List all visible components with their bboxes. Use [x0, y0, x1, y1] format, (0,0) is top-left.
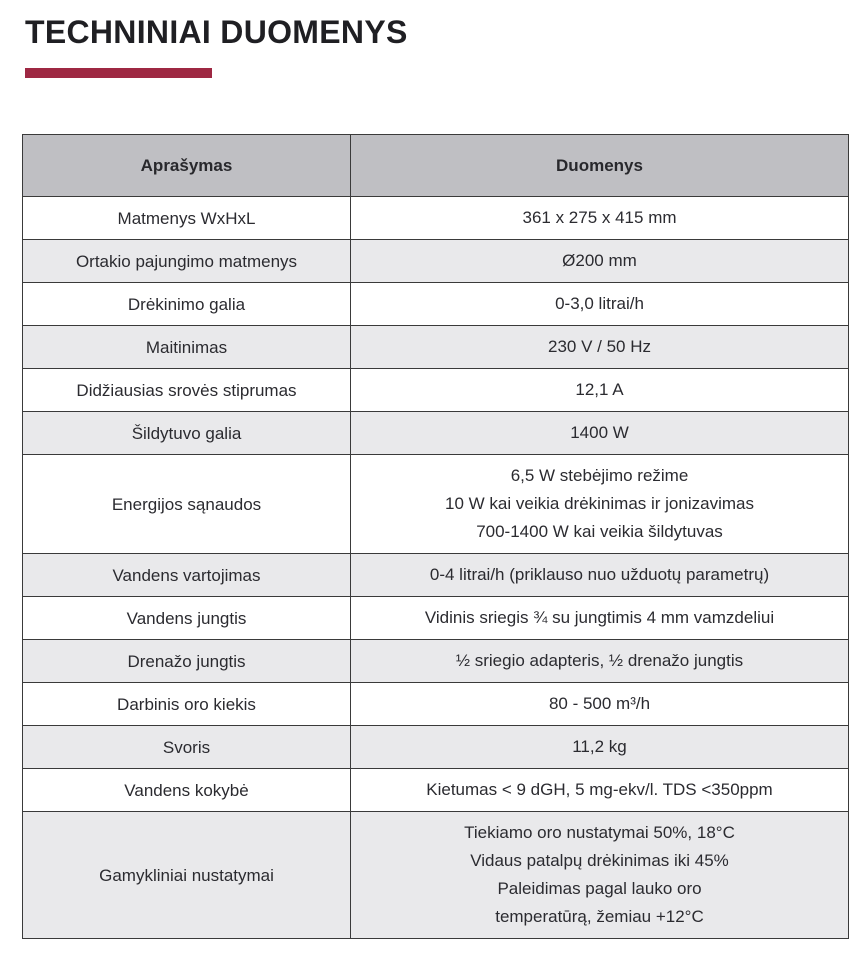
table-row	[23, 769, 849, 812]
spec-value-line: 1400 W	[570, 423, 629, 442]
table-row	[23, 640, 849, 683]
spec-value-line: 12,1 A	[575, 380, 624, 399]
spec-value-line: 10 W kai veikia drėkinimas ir jonizavimas	[445, 494, 754, 513]
spec-value-line: 6,5 W stebėjimo režime	[510, 466, 689, 485]
table-row	[23, 283, 849, 326]
spec-label-cell: Svoris	[23, 726, 351, 769]
table-row	[23, 455, 849, 554]
spec-value-cell	[351, 683, 849, 726]
spec-label-cell: Darbinis oro kiekis	[23, 683, 351, 726]
spec-value-line: 0-4 litrai/h (priklauso nuo užduotų parametrų)	[429, 565, 770, 584]
spec-value-line: ½ sriegio adapteris, ½ drenažo jungtis	[455, 651, 744, 670]
spec-value-cell	[351, 455, 849, 554]
spec-label-cell: Vandens vartojimas	[23, 554, 351, 597]
spec-value-line: Vidaus patalpų drėkinimas iki 45%	[470, 851, 729, 870]
table-row	[23, 812, 849, 939]
spec-label-cell: Šildytuvo galia	[23, 412, 351, 455]
table-row	[23, 412, 849, 455]
spec-label-cell: Energijos sąnaudos	[23, 455, 351, 554]
spec-table-body	[23, 197, 849, 939]
spec-value-cell	[351, 412, 849, 455]
column-header-duomenys: Duomenys	[351, 135, 849, 197]
spec-label-cell: Didžiausias srovės stiprumas	[23, 369, 351, 412]
table-row	[23, 683, 849, 726]
spec-label-cell: Vandens kokybė	[23, 769, 351, 812]
spec-value-line: 80 - 500 m³/h	[548, 694, 651, 713]
spec-value-line: 361 x 275 x 415 mm	[522, 208, 677, 227]
spec-value-cell	[351, 326, 849, 369]
spec-value-line: 230 V / 50 Hz	[547, 337, 651, 356]
title-underline	[25, 68, 212, 78]
table-row	[23, 369, 849, 412]
spec-label-cell: Vandens jungtis	[23, 597, 351, 640]
header-row	[23, 135, 849, 197]
table-row	[23, 326, 849, 369]
spec-value-line: Paleidimas pagal lauko oro	[497, 879, 702, 898]
spec-value-line: temperatūrą, žemiau +12°C	[495, 907, 704, 926]
table-row	[23, 197, 849, 240]
spec-value-line: Tiekiamo oro nustatymai 50%, 18°C	[464, 823, 735, 842]
spec-value-cell	[351, 726, 849, 769]
spec-value-line: 700-1400 W kai veikia šildytuvas	[476, 522, 723, 541]
spec-value-cell	[351, 554, 849, 597]
spec-label-cell: Maitinimas	[23, 326, 351, 369]
spec-label-cell: Drenažo jungtis	[23, 640, 351, 683]
spec-value-line: Vidinis sriegis ¾ su jungtimis 4 mm vamzdeliui	[424, 608, 775, 627]
table-row	[23, 597, 849, 640]
spec-value-cell	[351, 812, 849, 939]
spec-table	[22, 134, 849, 939]
spec-value-cell	[351, 197, 849, 240]
spec-label-cell: Matmenys WxHxL	[23, 197, 351, 240]
spec-value-line: Kietumas < 9 dGH, 5 mg-ekv/l. TDS <350ppm	[426, 780, 773, 799]
spec-value-cell	[351, 640, 849, 683]
spec-value-cell	[351, 597, 849, 640]
spec-value-cell	[351, 283, 849, 326]
table-row	[23, 726, 849, 769]
column-header-aprasymas: Aprašymas	[23, 135, 351, 197]
spec-table-head	[23, 135, 849, 197]
spec-label-cell: Drėkinimo galia	[23, 283, 351, 326]
spec-label-cell: Gamykliniai nustatymai	[23, 812, 351, 939]
table-row	[23, 554, 849, 597]
table-row	[23, 240, 849, 283]
spec-value-line: 0-3,0 litrai/h	[555, 294, 644, 313]
page-title: TECHNINIAI DUOMENYS	[25, 14, 408, 50]
spec-value-cell	[351, 240, 849, 283]
spec-value-cell	[351, 769, 849, 812]
spec-value-line: 11,2 kg	[572, 737, 627, 756]
spec-label-cell: Ortakio pajungimo matmenys	[23, 240, 351, 283]
spec-value-cell	[351, 369, 849, 412]
spec-value-line: Ø200 mm	[562, 251, 637, 270]
